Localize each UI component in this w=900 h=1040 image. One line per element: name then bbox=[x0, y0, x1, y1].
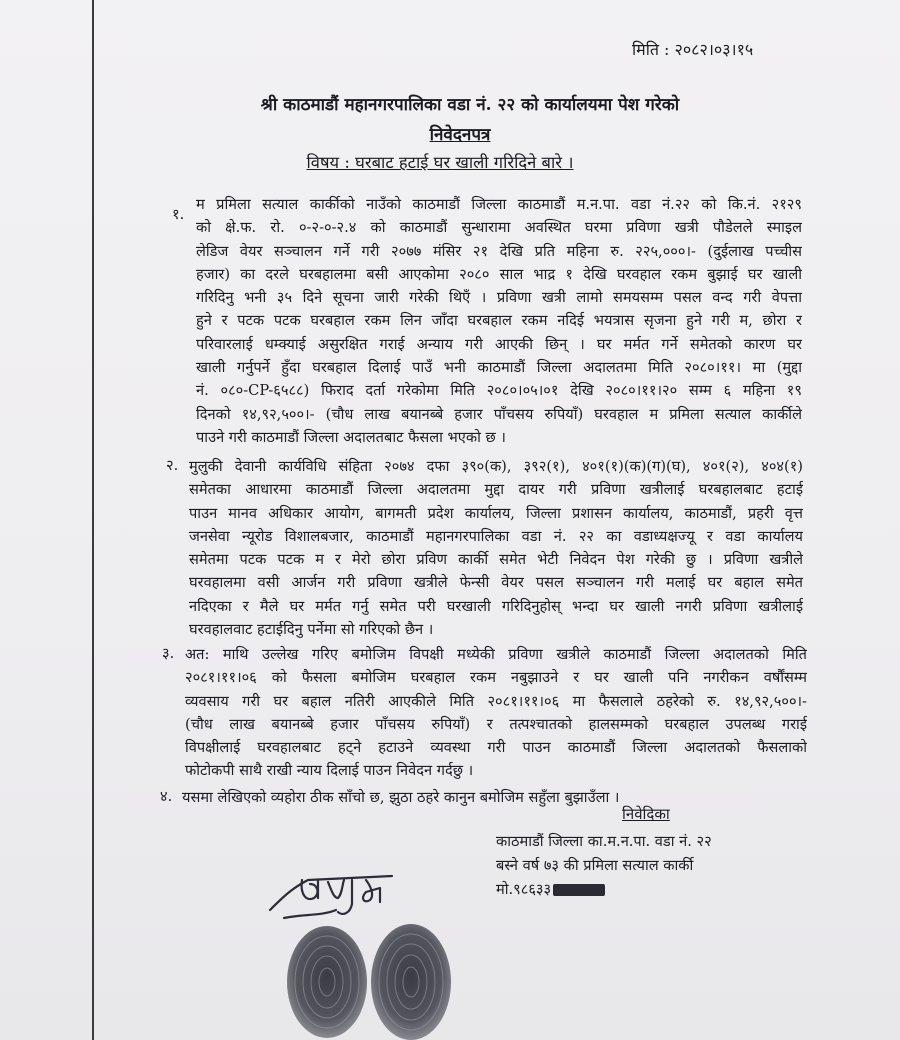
paragraph-4 bbox=[182, 786, 802, 809]
paragraph-1 bbox=[196, 193, 802, 449]
applicant-phone bbox=[496, 878, 712, 902]
right-thumbprint bbox=[366, 918, 456, 1040]
paragraph-2-line: घरवहालमा वसी आर्जन गरी प्रविणा खत्रीले फेन्सी वेयर पसल सञ्चालन गरी मलाई घर बहाल समेत bbox=[189, 574, 803, 592]
paragraph-1-line: म प्रमिला सत्याल कार्कीको नाउँको काठमाडौं जिल्ला काठमाडौं म.न.पा. वडा नं.२२ को कि.नं. २१२९ bbox=[196, 196, 802, 213]
paragraph-2-number: २. bbox=[166, 457, 179, 474]
document-title: निवेदनपत्र bbox=[429, 125, 491, 145]
paragraph-2 bbox=[189, 455, 803, 641]
paragraph-3-line: अत: माथि उल्लेख गरिए बमोजिम विपक्षी मध्येकी प्रविणा खत्रीले काठमाडौं जिल्ला अदालतको मिति bbox=[185, 646, 807, 663]
paragraph-2-line: जनसेवा न्यूरोड विशालबजार, काठमाडौं महानगरपालिका वडा नं. २२ का वडाध्यक्षज्यू र वडा कार्यालय bbox=[189, 527, 803, 545]
paragraph-1-line: नं. ०८०-CP-६५८८) फिराद दर्ता गरेकोमा मिति २०८०।०५।०१ देखि २०८०।११।२० सम्म ६ महिना १९ bbox=[196, 382, 802, 400]
paragraph-3-number: ३. bbox=[162, 645, 175, 662]
paragraph-1-line: को क्षे.फ. रो. ०-२-०-२.४ को काठमाडौं सुन्धारामा अवस्थित घरमा प्रविणा खत्री पौडेलले स्माइल bbox=[196, 219, 802, 237]
left-thumbprint bbox=[282, 920, 372, 1040]
applicant-details bbox=[496, 830, 712, 902]
paragraph-3-line: विपक्षीलाई घरवहालबाट हट्ने हटाउने व्यवस्था गरी पाउन काठमाडौं जिल्ला अदालतको फैसलाको bbox=[185, 739, 807, 757]
paragraph-1-number: १. bbox=[172, 206, 185, 223]
paragraph-2-line: घरवहालवाट हटाईदिनु पर्नेमा सो गरिएको छैन । bbox=[189, 621, 434, 639]
paragraph-1-line: हजार) का दरले घरबहालमा बसी आएकोमा २०८० साल भाद्र १ देखि घरवहाल रकम बुझाई घर खाली bbox=[196, 265, 802, 283]
phone-visible: मो.९८६३३ bbox=[496, 881, 552, 898]
paragraph-1-line: हुने र पटक पटक घरबहाल रकम लिन जाँदा घरबहाल रकम नदिई भयत्रास सृजना हुने गरी म, छोरा र bbox=[196, 312, 802, 330]
paragraph-1-line: लेडिज वेयर सञ्चालन गर्ने गरी २०७७ मंसिर २१ देखि प्रति महिना रु. २२५,०००।- (दुईलाख पच्चीस bbox=[196, 242, 802, 260]
applicant-address: काठमाडौं जिल्ला का.म.न.पा. वडा नं. २२ bbox=[496, 833, 712, 850]
paragraph-2-line: समेतका आधारमा काठमाडौं जिल्ला अदालतमा मुद्दा दायर गरी प्रविणा खत्रीलाई घरबहालबाट हटाई bbox=[189, 481, 803, 499]
subject-line: विषय : घरबाट हटाई घर खाली गरिदिने बारे । bbox=[306, 153, 574, 172]
paragraph-2-line: समेतमा पटक पटक म र मेरो छोरा प्रविण कार्की समेत भेटी निवेदन पेश गरेकी छु । प्रविणा खत्रीले bbox=[189, 551, 803, 569]
date: मिति : २०८२।०३।१५ bbox=[632, 40, 754, 59]
addressee: श्री काठमाडौं महानगरपालिका वडा नं. २२ को कार्यालयमा पेश गरेको bbox=[260, 95, 680, 115]
paragraph-3 bbox=[185, 643, 807, 783]
paragraph-3-line: २०८१।११।०६ को फैसला बमोजिम घरबहाल रकम नबुझाउने र घर खाली पनि नगरीकन वर्षौंसम्म bbox=[185, 669, 807, 687]
paragraph-3-line: फोटोकपी साथै राखी न्याय दिलाई पाउन निवेदन गर्दछु । bbox=[185, 762, 474, 780]
phone-redaction bbox=[553, 884, 605, 896]
paragraph-4-line: यसमा लेखिएको व्यहोरा ठीक साँचो छ, झुठा ठहरे कानुन बमोजिम सहुँला बुझाउँला । bbox=[182, 789, 620, 806]
paragraph-1-line: दिनको १४,९२,५००।- (चौध लाख बयानब्बे हजार पाँचसय रुपियाँ) घरवहाल म प्रमिला सत्याल कार्कीले bbox=[196, 405, 802, 423]
applicant-name-line: बस्ने वर्ष ७३ की प्रमिला सत्याल कार्की bbox=[496, 857, 694, 874]
paragraph-1-line: परिवारलाई धम्क्याई असुरक्षित गराई अन्याय गरी आएकी छिन् । घर मर्मत गर्ने समेतको कारण घर bbox=[196, 335, 802, 353]
applicant-label: निवेदिका bbox=[622, 805, 670, 823]
paragraph-2-line: नदिएका र मैले घर मर्मत गर्नु समेत परी घरखाली गरिदिनुहोस् भन्दा घर खाली नगरी प्रविणा खत्रीलाई bbox=[189, 597, 803, 615]
paragraph-2-line: पाउन मानव अधिकार आयोग, बागमती प्रदेश कार्यालय, जिल्ला प्रशासन कार्यालय, काठमाडौं, प्रहरी वृत्त bbox=[189, 504, 803, 522]
paragraph-1-line: गरिदिनु भनी ३५ दिने सूचना जारी गरेकी थिएँ । प्रविणा खत्री लामो समयसम्म पसल वन्द गरी वेपत्ता bbox=[196, 289, 802, 307]
paragraph-3-line: (चौध लाख बयानब्बे हजार पाँचसय रुपियाँ) र तत्पश्चातको हालसम्मको घरबहाल उपलब्ध गराई bbox=[185, 715, 807, 733]
paragraph-1-line: खाली गर्नुपर्ने हुँदा घरबहाल दिलाई पाउँ भनी काठमाडौं जिल्ला अदालतमा मिति २०८०।११। मा (मुद्दा bbox=[196, 359, 802, 377]
paragraph-2-line: मुलुकी देवानी कार्यविधि संहिता २०७४ दफा ३९०(क), ३९२(१), ४०१(१)(क)(ग)(घ), ४०१(२), ४०४(१) bbox=[189, 458, 803, 475]
paragraph-4-number: ४. bbox=[160, 788, 173, 805]
paragraph-1-line: पाउने गरी काठमाडौं जिल्ला अदालतबाट फैसला भएको छ । bbox=[196, 428, 506, 446]
paragraph-3-line: व्यवसाय गरी घर बहाल नतिरी आएकीले मिति २०८१।११।०६ मा फैसलाले ठहरेको रु. १४,९२,५००।- bbox=[185, 692, 807, 710]
